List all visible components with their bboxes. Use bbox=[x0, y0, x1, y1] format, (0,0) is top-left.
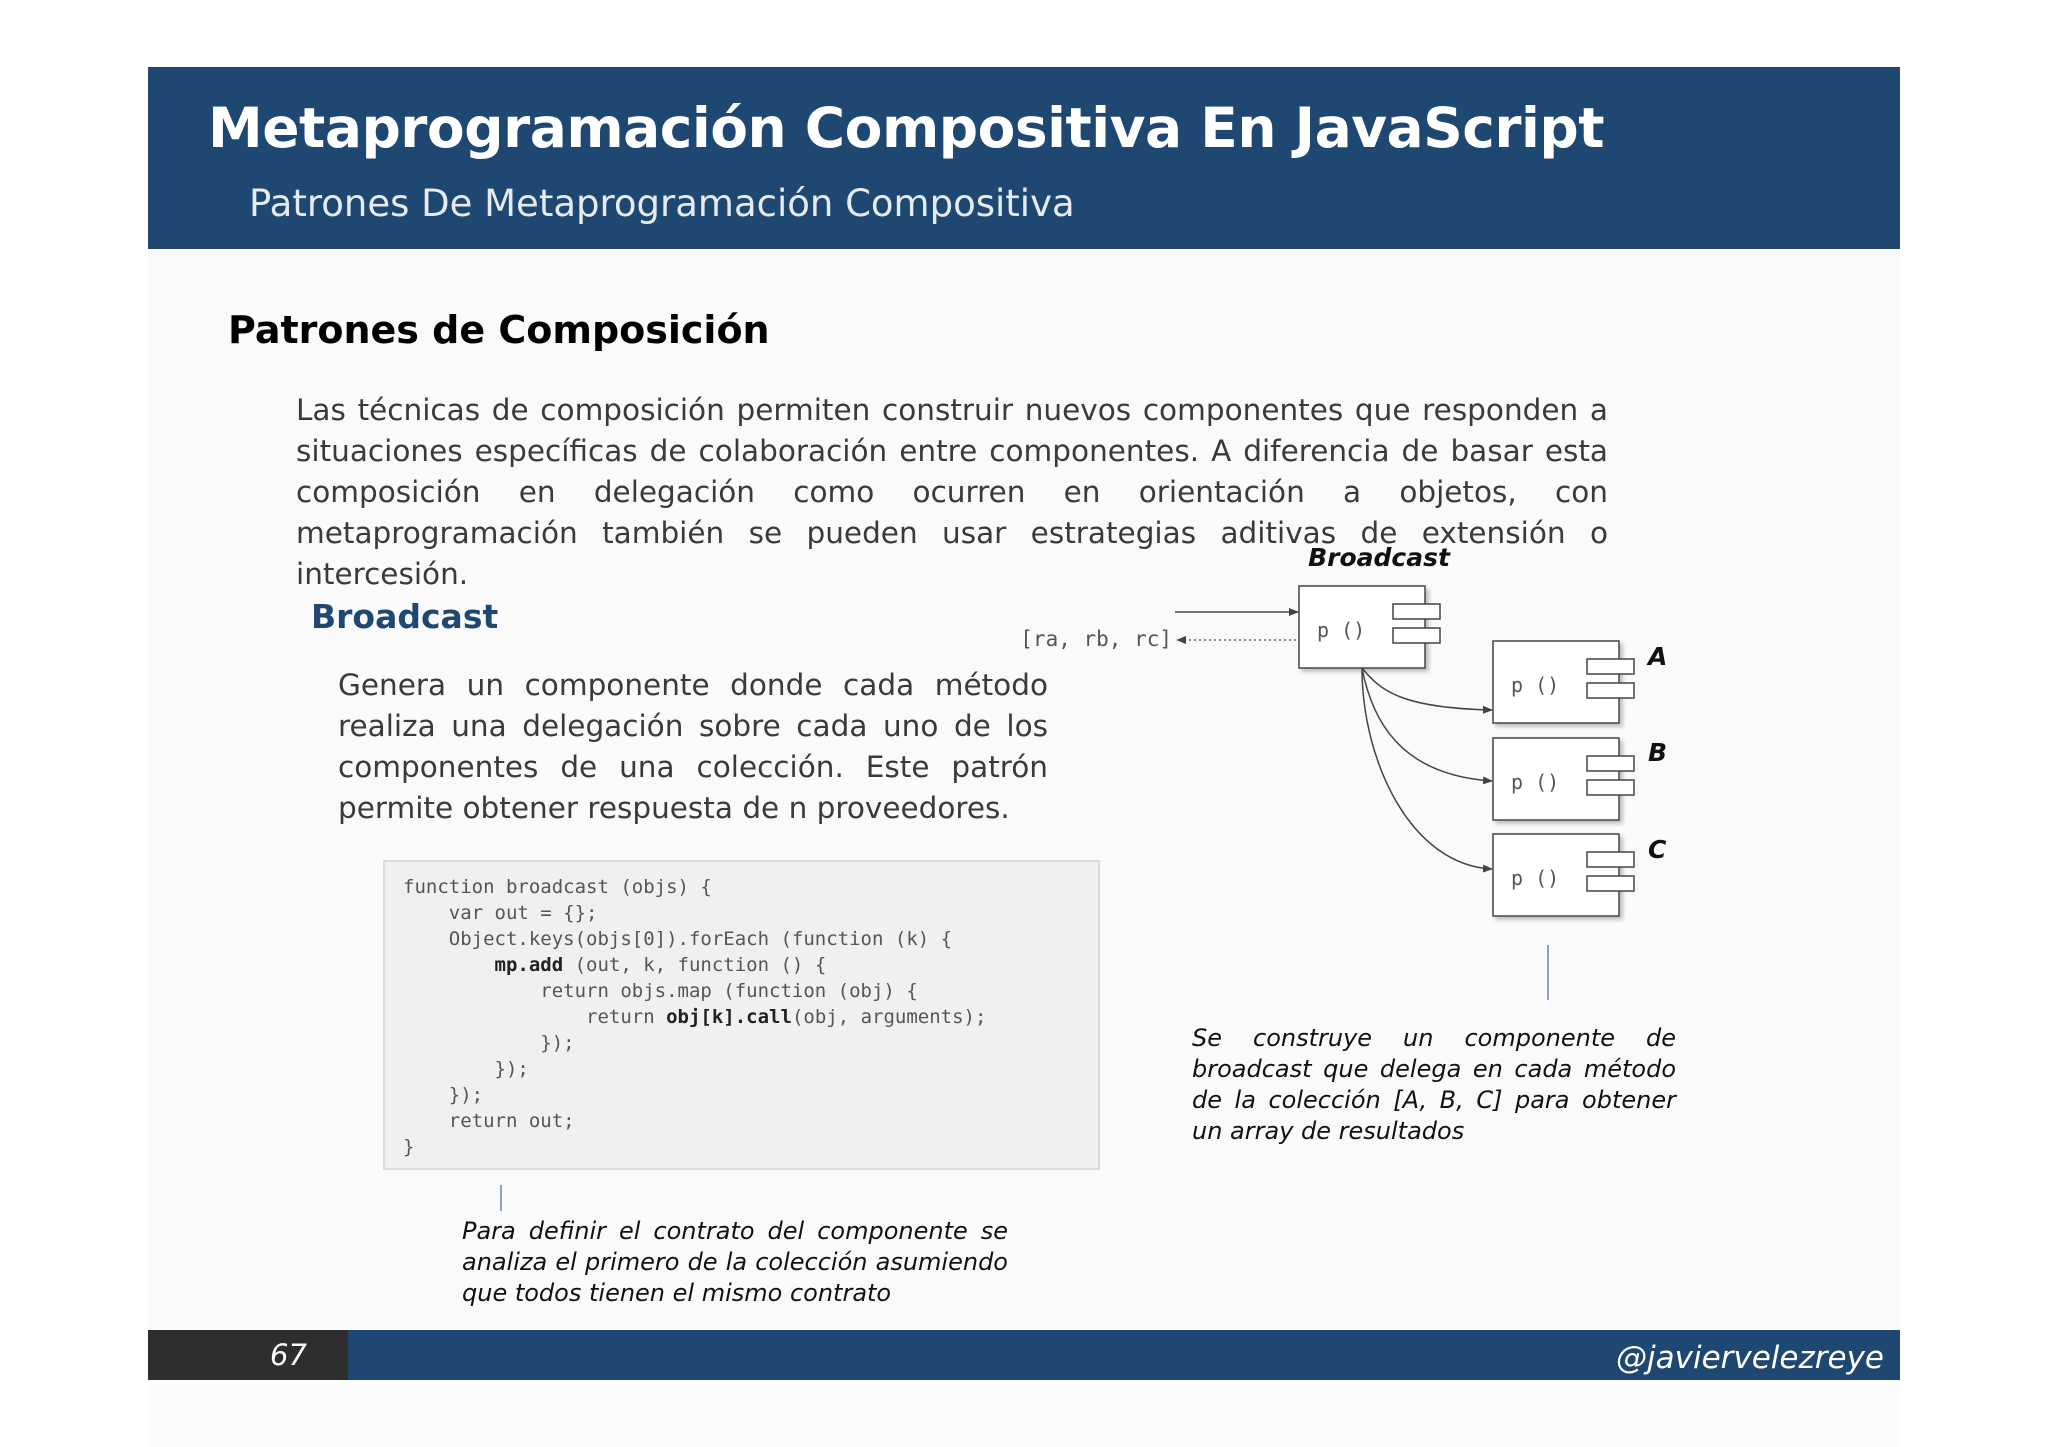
component-a bbox=[1493, 641, 1667, 723]
broadcast-component bbox=[1299, 586, 1440, 668]
delegation-arrow-c bbox=[1362, 668, 1492, 869]
section-title: Patrones de Composición bbox=[228, 308, 770, 352]
slide-subtitle: Patrones De Metaprogramación Compositiva bbox=[249, 182, 1075, 225]
broadcast-description: Genera un componente donde cada método realiza una delegación sobre cada uno de los componentes de una colección. Este patrón permite obtener respuesta de n proveedores. bbox=[338, 668, 1048, 825]
code-line: return out; bbox=[403, 1110, 575, 1132]
code-line: } bbox=[403, 1136, 415, 1158]
code-line: }); bbox=[403, 1058, 529, 1080]
code-line: mp.add (out, k, function () { bbox=[494, 954, 827, 976]
code-line: }); bbox=[403, 1032, 575, 1054]
bottom-margin bbox=[148, 1380, 1900, 1447]
component-c-label: C bbox=[1648, 835, 1667, 864]
component-b-label: B bbox=[1648, 738, 1668, 767]
code-line: return objs.map (function (obj) { bbox=[403, 980, 918, 1002]
page-number: 67 bbox=[148, 1330, 348, 1380]
code-line: }); bbox=[403, 1084, 484, 1106]
code-line: var out = {}; bbox=[403, 902, 598, 924]
broadcast-diagram-label: Broadcast bbox=[1308, 543, 1450, 572]
component-b bbox=[1493, 738, 1667, 820]
code-line: function broadcast (objs) { bbox=[403, 876, 712, 898]
result-label: [ra, rb, rc] bbox=[1020, 627, 1172, 651]
component-c-method: p () bbox=[1511, 866, 1560, 890]
component-a-method: p () bbox=[1511, 673, 1560, 697]
code-caption: Para definir el contrato del componente se analiza el primero de la colección asumiendo que todos tienen el mismo contrato bbox=[462, 1217, 1008, 1307]
broadcast-heading: Broadcast bbox=[311, 597, 499, 636]
code-line: Object.keys(objs[0]).forEach (function (k) { bbox=[403, 928, 953, 950]
code-line: return obj[k].call(obj, arguments); bbox=[403, 1006, 987, 1028]
author-handle: @javiervelezreye bbox=[1616, 1340, 1884, 1376]
broadcast-method-label: p () bbox=[1317, 618, 1366, 642]
slide-title: Metaprogramación Compositiva En JavaScript bbox=[208, 96, 1605, 160]
component-c bbox=[1493, 834, 1667, 916]
component-a-label: A bbox=[1648, 642, 1668, 671]
delegation-arrow-a bbox=[1362, 668, 1492, 710]
diagram-caption: Se construye un componente de broadcast que delega en cada método de la colección [A, B, C] para obtener un array de resultados bbox=[1192, 1024, 1676, 1145]
intro-paragraph: Las técnicas de composición permiten construir nuevos componentes que responden a situaciones específicas de colaboración entre componentes. A diferencia de basar esta composición en delegación como ocurren en orientación a objetos, con metaprogramación también se pueden usar estrategias aditivas de extensión o intercesión. bbox=[296, 393, 1608, 591]
component-b-method: p () bbox=[1511, 770, 1560, 794]
delegation-arrow-b bbox=[1362, 668, 1492, 781]
